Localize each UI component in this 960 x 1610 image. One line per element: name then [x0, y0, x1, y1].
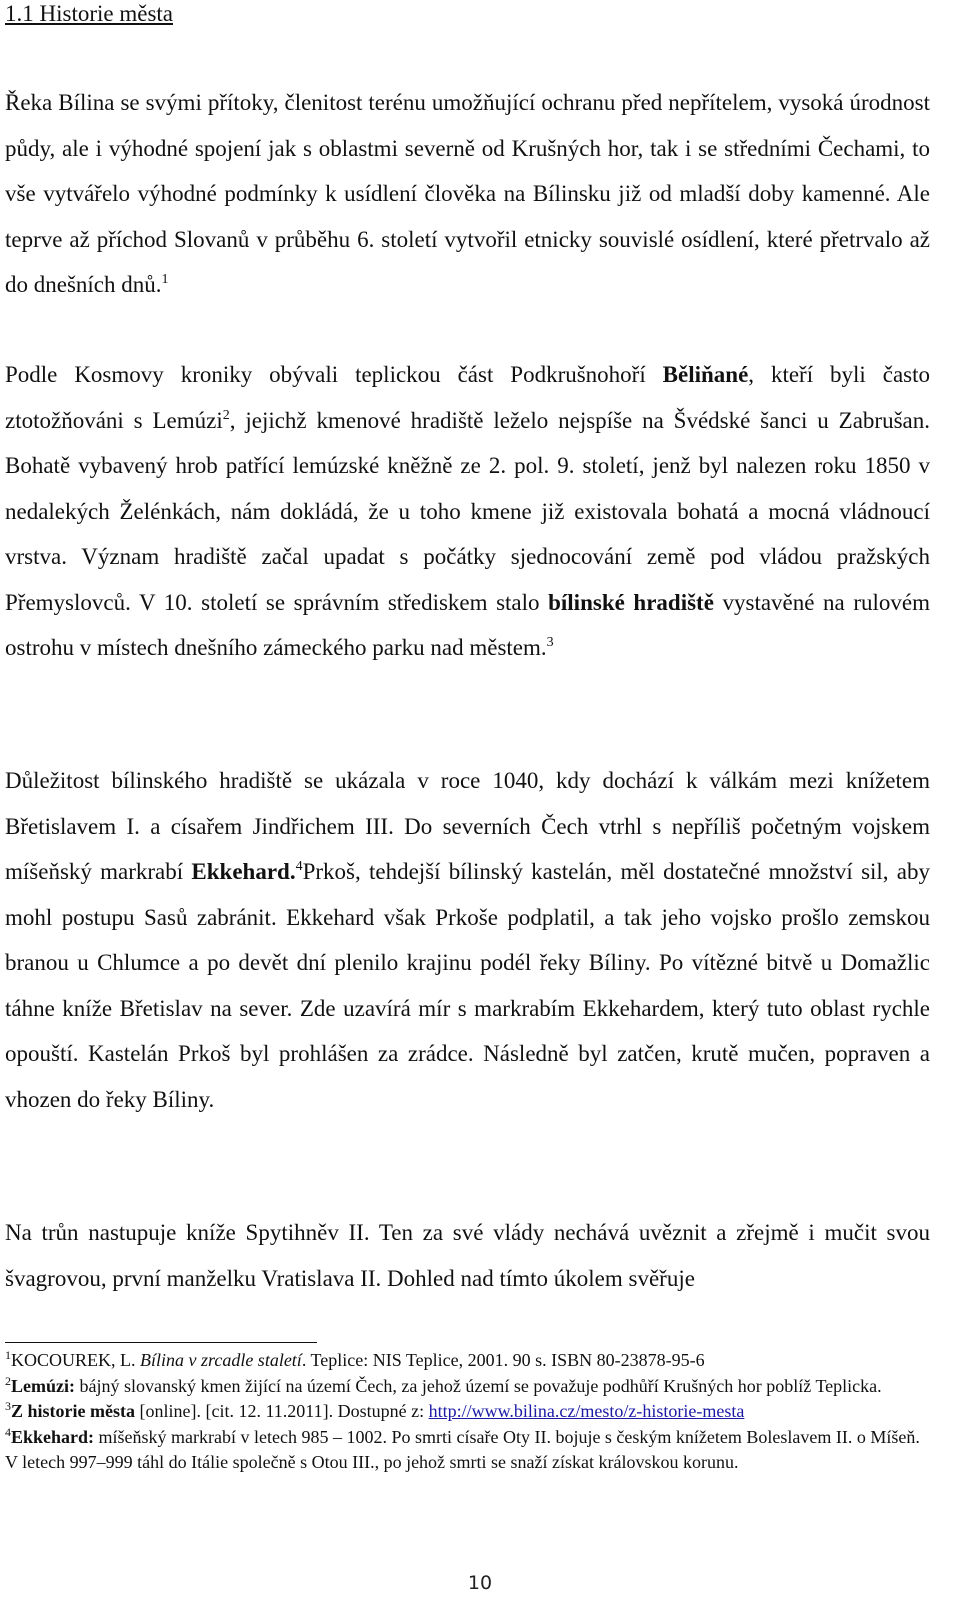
footnote-title: Bílina v zrcadle staletí: [140, 1350, 302, 1370]
footnote-term: Lemúzi:: [11, 1375, 75, 1396]
footnote-3: [5, 1399, 930, 1425]
footnote-2: [5, 1374, 930, 1400]
footnote-number: 2: [5, 1373, 11, 1388]
paragraph-text: Řeka Bílina se svými přítoky, členitost terénu umožňující ochranu před nepřítelem, vysoká úrodnost půdy, ale i výhodné spojení jak s oblastmi severně od Krušných hor, tak i se středními Čechami, to vše vytvářelo výhodné podmínky k usídlení člověka na Bílinsku již od mladší doby kamenné. Ale teprve až příchod Slovanů v průběhu 6. století vytvořil etnicky souvislé osídlení, které přetrvalo až do dnešních dnů.: [5, 90, 930, 297]
bold-term-ekkehard: Ekkehard.: [191, 859, 296, 884]
paragraph-text: Na trůn nastupuje kníže Spytihněv II. Ten za své vlády nechává uvěznit a zřejmě i mučit svou švagrovou, první manželku Vratislava II. Dohled nad tímto úkolem svěřuje: [5, 1220, 930, 1291]
footnote-text: KOCOUREK, L.: [11, 1350, 140, 1370]
footnote-ref-1[interactable]: 1: [161, 272, 169, 287]
footnote-term: Ekkehard:: [11, 1426, 95, 1447]
page-number: 10: [467, 1572, 493, 1594]
paragraph-3: [5, 758, 930, 1122]
source-link[interactable]: http://www.bilina.cz/mesto/z-historie-mesta: [428, 1401, 745, 1421]
footnote-text: míšeňský markrabí v letech 985 – 1002. Po smrti císaře Oty II. bojuje s českým knížetem Boleslavem II. o Míšeň. V letech 997–999 táhl do Itálie společně s Otou III., po jehož smrti se snaží získat královskou korunu.: [5, 1426, 920, 1472]
paragraph-text: Důležitost bílinského hradiště se ukázala v roce 1040, kdy dochází k válkám mezi knížetem Břetislavem I. a císařem Jindřichem III. Do severních Čech vtrhl s nepříliš početným vojskem míšeňský markrabí: [5, 768, 930, 884]
paragraph-text: , kteří byli často ztotožňováni s Lemúzi: [5, 362, 930, 433]
footnote-ref-4[interactable]: 4: [295, 859, 303, 874]
footnote-text: . Teplice: NIS Teplice, 2001. 90 s. ISBN 80-23878-95-6: [301, 1350, 705, 1370]
footnotes: [5, 1348, 930, 1476]
footnote-separator: [5, 1342, 317, 1343]
footnote-text: bájný slovanský kmen žijící na území Čech, za jehož území se považuje podhůří Krušných hor poblíž Teplicka.: [74, 1375, 882, 1396]
footnote-text: [online]. [cit. 12. 11.2011]. Dostupné z:: [134, 1401, 429, 1421]
paragraph-text: vystavěné na rulovém ostrohu v místech dnešního zámeckého parku nad městem.: [5, 589, 930, 660]
paragraph-2: [5, 352, 930, 671]
paragraph-4: [5, 1210, 930, 1301]
footnote-term: Z historie města: [11, 1401, 135, 1421]
bold-term-bilinske-hradiste: bílinské hradiště: [548, 589, 714, 615]
footnote-number: 1: [5, 1348, 11, 1362]
paragraph-text: , jejichž kmenové hradiště leželo nejspíše na Švédské šanci u Zabrušan. Bohatě vybavený hrob patřící lemúzské kněžně ze 2. pol. 9. století, jenž byl nalezen roku 1850 v nedalekých Želénkách, nám dokládá, že u toho kmene již existovala bohatá a mocná vládnoucí vrstva. Význam hradiště začal upadat s počátky sjednocování země pod vládou pražských Přemyslovců. V 10. století se správním střediskem stalo: [5, 407, 930, 615]
paragraph-1: [5, 80, 930, 308]
footnote-number: 4: [5, 1424, 11, 1439]
paragraph-text: Podle Kosmovy kroniky obývali teplickou část Podkrušnohoří: [5, 362, 663, 387]
footnote-4: [5, 1425, 930, 1476]
paragraph-text: Prkoš, tehdejší bílinský kastelán, měl dostatečné množství sil, aby mohl postupu Sasů zabránit. Ekkehard však Prkoše podplatil, a tak jeho vojsko prošlo zemskou branou u Chlumce a po devět dní plenilo krajinu podél řeky Bíliny. Po vítězné bitvě u Domažlic táhne kníže Břetislav na sever. Zde uzavírá mír s markrabím Ekkehardem, který tuto oblast rychle opouští. Kastelán Prkoš byl prohlášen za zrádce. Následně byl zatčen, krutě mučen, popraven a vhozen do řeky Bíliny.: [5, 859, 930, 1112]
section-heading: 1.1 Historie města: [5, 1, 173, 26]
footnote-number: 3: [5, 1399, 11, 1413]
footnote-ref-3[interactable]: 3: [546, 635, 554, 650]
footnote-ref-2[interactable]: 2: [222, 407, 230, 423]
bold-term-beliniane: Běliňané: [662, 362, 749, 387]
footnote-1: [5, 1348, 930, 1374]
